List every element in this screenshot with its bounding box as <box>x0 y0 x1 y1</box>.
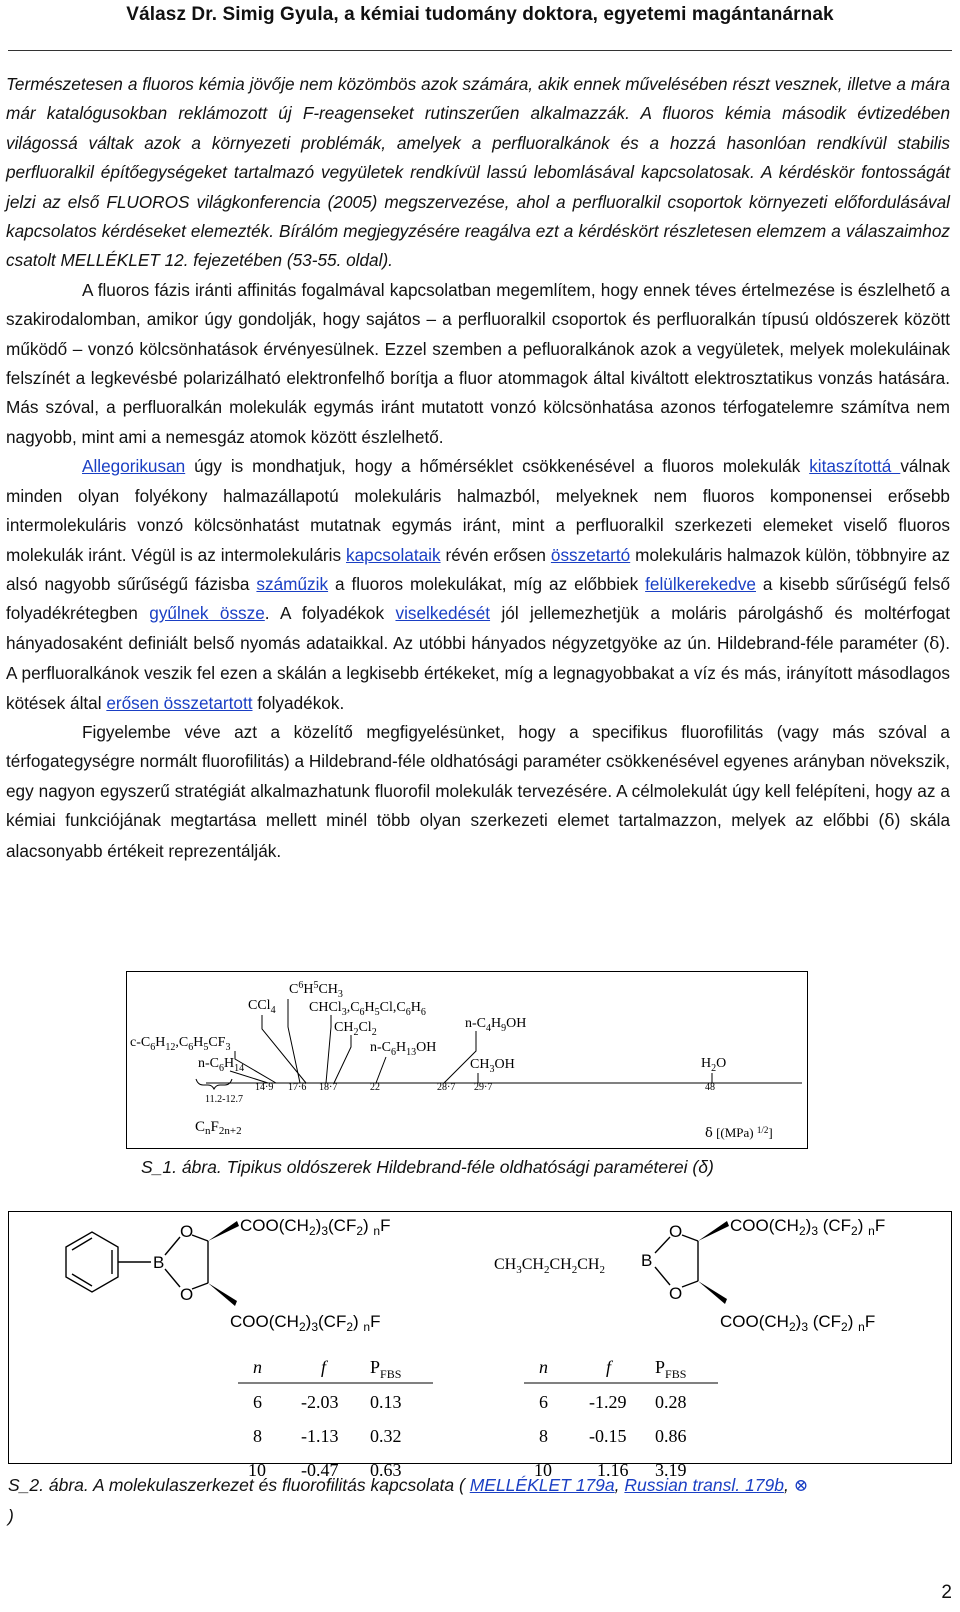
p1-rest: A fluoros kémia második évtizedében világossá váltak azok a környezeti problémák, amelyek a perfluoralkánok és a hozzá hasonlóan rendkívül stabilis perfluoralkil építőegységeket tartalmazó vegyületek rendkívül lassú lebomlásával kapcsolatosak. A kérdéskör fontosságát jelzi az első FLUOROS világkonferencia (2005) megszervezése, ahol a perfluoralkil csoportok környezeti előfordulásával kapcsolatos kérdéseket elemezték. Bírálóm megjegyzésére reagálva ezt a kérdéskört részletesen elemzem a válaszaimhoz csatolt MELLÉKLET 12. fejezetében (53-55. oldal). <box>6 103 951 271</box>
link-russian-transl-179b[interactable]: Russian transl. 179b <box>624 1475 784 1495</box>
p3-text: folyadékok. <box>252 692 345 713</box>
solvent-perfluoroalkane: $C_nF_{2n+2}$ <box>195 1119 242 1137</box>
p4-text: Figyelembe véve azt a közelítő megfigyelésünket, hogy a specifikus fluorofilitás (vagy más szóval a térfogategységre normált fluorofilitás) a Hildebrand-féle oldhatósági paraméter csökkenésével egyenes arányban növekszik, egy nagyon egyszerű stratégiát alkalmazhatunk fluorofil molekulák tervezésére. A célmolekulát úgy kell felépíteni, hogy az a kémiai funkciójának megtartása mellett minél több olyan szerkezeti elemet tartalmazzon, melyek az előbbi ( <box>6 721 950 831</box>
oxygen-atom: O <box>669 1222 683 1241</box>
table-cell: 10 <box>248 1460 266 1480</box>
table-cell: 8 <box>253 1426 262 1446</box>
header-rule <box>8 50 952 51</box>
tick-label: 29·7 <box>474 1082 493 1093</box>
p3-text: a fluoros molekulákat, míg az előbbiek <box>328 573 646 594</box>
table-cell: 3.19 <box>655 1460 687 1480</box>
link-kitaszitotta[interactable]: kitaszítottá <box>809 456 901 477</box>
boron-atom: B <box>153 1253 165 1272</box>
caption-text: , <box>783 1475 794 1495</box>
table-header: f <box>321 1357 327 1377</box>
solvent-cyclohexane: $c-C_6H_{12},C_6H_5CF_3$ <box>130 1035 231 1053</box>
caption-text: ) <box>8 1506 14 1526</box>
table-cell: -1.13 <box>301 1426 339 1446</box>
link-felulkerekedve[interactable]: felülkerekedve <box>645 573 756 594</box>
table-header: n <box>539 1357 548 1377</box>
tick-label: 48 <box>705 1082 715 1093</box>
ester-chain-top-right: $COO(CH_2)_3$ $(CF_2)$ $_n$F <box>730 1216 886 1238</box>
paragraph-1 <box>6 70 950 276</box>
figure-2-structures <box>8 1211 952 1480</box>
solvent-dcm: $CH_2Cl_2$ <box>334 1020 377 1038</box>
table-header: $P_{FBS}$ <box>655 1357 687 1381</box>
tick-label: 22 <box>370 1082 380 1093</box>
table-cell: 0.32 <box>370 1426 402 1446</box>
p3-text: ). A perfluoralkánok veszik fel ezen a skálán a legkisebb értékeket, míg a legnagyobbakat a víz és más, irányított másodlagos kötések által <box>6 632 950 713</box>
caption-text: S_2. ábra. A molekulaszerkezet és fluorofilitás kapcsolata ( <box>8 1475 470 1495</box>
table-cell: -0.15 <box>589 1426 627 1446</box>
table-header: f <box>606 1357 612 1377</box>
solvent-methanol: $CH_3OH$ <box>470 1057 515 1075</box>
oxygen-atom: O <box>669 1284 683 1303</box>
axis-label: δ [(MPa) $^{1/2}$] <box>705 1125 773 1141</box>
delta-symbol: δ <box>884 811 895 832</box>
tick-label: 11.2-12.7 <box>205 1094 243 1105</box>
table-cell: -0.47 <box>301 1460 339 1480</box>
paragraph-4 <box>6 718 950 866</box>
link-viselkedeset[interactable]: viselkedését <box>395 603 491 624</box>
p3-text: révén erősen <box>440 544 551 565</box>
p3-text: a kisebb sűrűségű felső folyadékrétegben <box>6 573 951 624</box>
table-header: $P_{FBS}$ <box>370 1357 402 1381</box>
solvent-ccl4: CCl$_4$ <box>248 998 276 1016</box>
solvent-toluene: $C^6H^5CH_3$ <box>289 980 343 1000</box>
table-cell: -2.03 <box>301 1392 339 1412</box>
link-allegorikusan[interactable]: Allegorikusan <box>82 456 186 477</box>
figure-2-caption <box>8 1470 952 1531</box>
p3-text: . A folyadékok <box>264 603 396 624</box>
table-cell: 10 <box>534 1460 552 1480</box>
table-cell: 0.63 <box>370 1460 402 1480</box>
table-cell: 0.86 <box>655 1426 687 1446</box>
link-melleklet-179a[interactable]: MELLÉKLET 179a <box>469 1475 615 1495</box>
table-cell: 6 <box>539 1392 548 1412</box>
table-cell: 0.28 <box>655 1392 687 1412</box>
tick-label: 17·6 <box>288 1082 307 1093</box>
p1-first-sentence: Természetesen a fluoros kémia jövője nem közömbös azok számára, akik ennek művelésében részt vesznek, illetve a mára már katalógusokban reklámozott új F-reagenseket rutinszerűen alkalmazzák. <box>6 74 950 124</box>
link-osszetarto[interactable]: összetartó <box>550 544 631 565</box>
ester-chain-top-left: $COO(CH_2)_3(CF_2)$ $_n$F <box>240 1216 391 1238</box>
table-cell: 8 <box>539 1426 548 1446</box>
p3-text: válnak minden olyan folyékony halmazállapotú molekuláris halmazból, melyeknek nem fluoros komponensei erősebb intermolekuláris vonzó kölcsönhatást mutatnak egymás iránt, mint a perfluoralkil szerkezeti elemeket viselő fluoros molekulák iránt. Végül is az intermolekuláris <box>6 456 950 565</box>
table-cell: -1.29 <box>589 1392 627 1412</box>
delta-symbol: δ <box>929 633 940 654</box>
oxygen-atom: O <box>180 1222 194 1241</box>
figure-1-solubility-scale <box>126 971 808 1149</box>
caption-text: , <box>614 1475 625 1495</box>
paragraph-3 <box>6 452 950 718</box>
paragraph-2: A fluoros fázis iránti affinitás fogalmával kapcsolatban megemlítem, hogy ennek téves értelmezése is észlelhető a szakirodalomban, amikor úgy gondolják, hogy sajátos – a perfluoralkil csoportok és perfluoralkán típusú oldószerek között működő – vonzó kölcsönhatások érvényesülnek. Ezzel szemben a pefluoralkánok azok a vegyületek, melyek molekuláinak felszínét a legkevésbé polarizálható elektronfelhő borítja a fluor atommagok által kiváltott elektrosztatikus vonzás hatására. Más szóval, a perfluoralkán molekulák egymás iránt mutatott vonzó kölcsönhatása azonos térfogatelemre számítva nem nagyobb, mint ami a nemesgáz atomok között észlelhető. <box>6 279 950 447</box>
link-kapcsolataik[interactable]: kapcsolataik <box>346 544 441 565</box>
oxygen-atom: O <box>180 1285 194 1304</box>
figure-1-caption: S_1. ábra. Tipikus oldószerek Hildebrand-féle oldhatósági paraméterei (δ) <box>141 1157 714 1177</box>
page-header: Válasz Dr. Simig Gyula, a kémiai tudomány doktora, egyetemi magántanárnak <box>126 4 834 25</box>
circled-x-link-icon[interactable]: ⊗ <box>793 1476 809 1496</box>
solvent-water: $H_2O$ <box>701 1056 727 1074</box>
tick-label: 28·7 <box>437 1082 456 1093</box>
p3-text: úgy is mondhatjuk, hogy a hőmérséklet csökkenésével a fluoros molekulák <box>185 456 810 477</box>
p4-text: ) skála alacsonyabb értékeit reprezentálják. <box>6 810 950 861</box>
tick-label: 18·7 <box>319 1082 338 1093</box>
tick-label: 14·9 <box>255 1082 274 1093</box>
link-szamuzik[interactable]: száműzik <box>256 573 329 594</box>
table-cell: 6 <box>253 1392 262 1412</box>
table-cell: 0.13 <box>370 1392 402 1412</box>
solvent-hexanol: $n-C_6H_{13}OH$ <box>370 1040 437 1058</box>
link-gyulnek-ossze[interactable]: gyűlnek össze <box>149 603 265 624</box>
ester-chain-bottom-right: $COO(CH_2)_3$ $(CF_2)$ $_n$F <box>720 1312 876 1334</box>
boron-atom: B <box>641 1251 653 1270</box>
page-number: 2 <box>941 1582 952 1603</box>
link-erosen-osszetartott[interactable]: erősen összetartott <box>106 692 253 713</box>
table-cell: 1.16 <box>597 1460 629 1480</box>
body-text <box>6 70 950 866</box>
p3-text: molekuláris halmazok külön, többnyire az alsó nagyobb sűrűségű fázisba <box>6 544 951 594</box>
table-header: n <box>253 1357 262 1377</box>
butyl-chain: $CH_3CH_2CH_2CH_2$ <box>494 1256 605 1276</box>
solvent-chloro: $CHCl_3,C_6H_5Cl,C_6H_6$ <box>309 1000 426 1018</box>
p3-text: jól jellemezhetjük a moláris párolgáshő és moltérfogat hányadosaként definiált belső nyomás adataikkal. Az utóbbi hányados négyzetgyöke az ún. Hildebrand-féle paraméter ( <box>6 603 950 653</box>
ester-chain-bottom-left: $COO(CH_2)_3(CF_2)$ $_n$F <box>230 1312 381 1334</box>
solvent-hexane: $n-C_6H_{14}$ <box>198 1056 245 1074</box>
solvent-butanol: $n-C_4H_9OH$ <box>465 1016 527 1034</box>
